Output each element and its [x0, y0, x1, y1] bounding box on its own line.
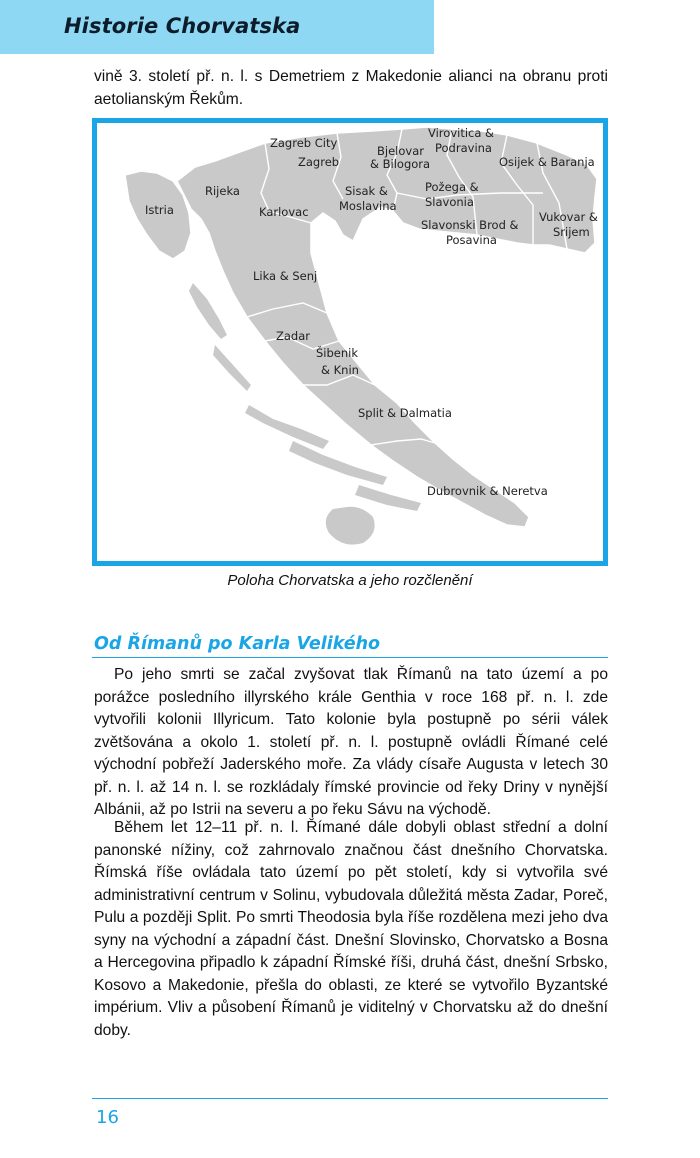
- map-label-pozega-slavonia-2: Slavonia: [425, 195, 474, 209]
- map-label-rijeka: Rijeka: [205, 184, 240, 198]
- intro-paragraph: vině 3. století př. n. l. s Demetriem z Makedonie alianci na obranu proti aetolianským Řekům.: [94, 68, 608, 108]
- map-label-karlovac: Karlovac: [259, 205, 309, 219]
- map-label-virovitica-podravina-2: Podravina: [435, 141, 492, 155]
- section-heading: Od Římanů po Karla Velikého: [94, 634, 381, 654]
- page-number: 16: [96, 1107, 119, 1128]
- map-label-slavonski-brod-posavina-2: Posavina: [446, 233, 497, 247]
- map-caption: Poloha Chorvatska a jeho rozčlenění: [227, 572, 473, 589]
- body-paragraph: Během let 12–11 př. n. l. Římané dále dobyli oblast střední a dolní panonské nížiny, což zahrnovalo značnou část dnešního Chorvatska. Římská říše ovládala tato území po pět století, kdy si vytvořila své administrativní centrum v Solinu, vybudovala důležitá města Zadar, Poreč, Pulu a později Split. Po smrti Theodosia byla říše rozdělena mezi jeho dva syny na východní a západní část. Dnešní Slovinsko, Chorvatsko a Bosna a Hercegovina připadlo k západní Římské říši, druhá část, dnešní Srbsko, Kosovo a Makedonie, přešla do oblasti, ze které se vytvořilo Byzantské impérium. Vliv a působení Římanů je viditelný v Chorvatsku až do dnešní doby.: [94, 819, 608, 1039]
- map-label-vukovar-srijem-1: Vukovar &: [539, 210, 598, 224]
- footer-divider: [92, 1098, 608, 1099]
- map-label-sisak-moslavina-1: Sisak &: [345, 184, 388, 198]
- map-label-zadar: Zadar: [276, 329, 311, 343]
- map-label-lika-senj: Lika & Senj: [253, 269, 318, 283]
- map-label-bjelovar-bilogora-1: Bjelovar: [377, 144, 424, 158]
- map-label-sibenik-knin-2: & Knin: [321, 363, 359, 377]
- southern-islands: [326, 507, 375, 545]
- map-label-osijek-baranja: Osijek & Baranja: [499, 155, 595, 169]
- map-label-dubrovnik-neretva: Dubrovnik & Neretva: [427, 484, 548, 498]
- map-label-zagreb: Zagreb: [298, 155, 340, 169]
- map-label-slavonski-brod-posavina-1: Slavonski Brod &: [421, 218, 519, 232]
- croatia-map: [97, 123, 603, 561]
- map-label-pozega-slavonia-1: Požega &: [425, 180, 479, 194]
- map-label-istria: Istria: [145, 203, 174, 217]
- map-label-sibenik-knin-1: Šibenik: [316, 346, 359, 360]
- map-label-split-dalmatia: Split & Dalmatia: [358, 406, 452, 420]
- map-label-zagreb-city: Zagreb City: [270, 136, 338, 150]
- body-paragraph: Po jeho smrti se začal zvyšovat tlak Římanů na tato území a po porážce posledního illyrského krále Genthia v roce 168 př. n. l. zde vytvořili kolonii Illyricum. Tato kolonie byla postupně po sérii válek zvětšována a okolo 1. století př. n. l. postupně ovládli Římané celé východní pobřeží Jaderského moře. Za vlády císaře Augusta v letech 30 př. n. l. až 14 n. l. se rozkládaly římské provincie od řeky Driny v nynější Albánii, až po Istrii na severu a po řeku Sávu na východě.: [94, 666, 608, 818]
- section-divider: [92, 657, 608, 658]
- map-label-vukovar-srijem-2: Srijem: [553, 225, 590, 239]
- running-header-title: Historie Chorvatska: [64, 14, 301, 38]
- map-label-bjelovar-bilogora-2: & Bilogora: [370, 157, 431, 171]
- map-label-sisak-moslavina-2: Moslavina: [339, 199, 397, 213]
- map-figure: [92, 118, 608, 566]
- map-label-virovitica-podravina-1: Virovitica &: [428, 126, 495, 140]
